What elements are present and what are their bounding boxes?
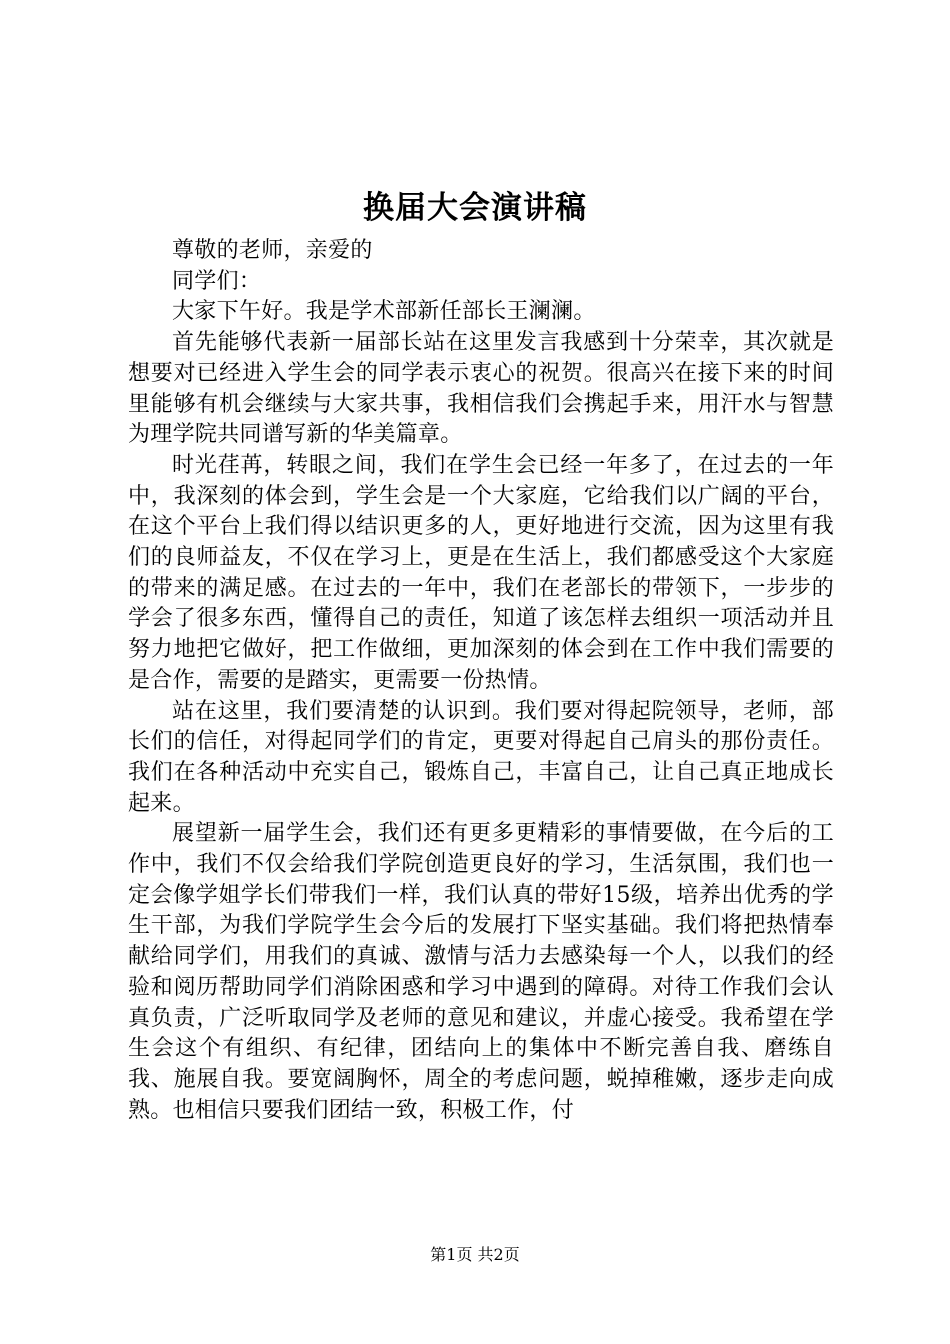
body-paragraph: 首先能够代表新一届部长站在这里发言我感到十分荣幸，其次就是想要对已经进入学生会的同学表示衷心的祝贺。很高兴在接下来的时间里能够有机会继续与大家共事，我相信我们会携起手来，用汗水与智慧为理学院共同谱写新的华美篇章。 [128,330,834,448]
document-body [128,236,834,1126]
body-paragraph: 展望新一届学生会，我们还有更多更精彩的事情要做，在今后的工作中，我们不仅会给我们学院创造更良好的学习，生活氛围，我们也一定会像学姐学长们带我们一样，我们认真的带好15级，培养出优秀的学生干部，为我们学院学生会今后的发展打下坚实基础。我们将把热情奉献给同学们，用我们的真诚、激情与活力去感染每一个人，以我们的经验和阅历帮助同学们消除困惑和学习中遇到的障碍。对待工作我们会认真负责，广泛听取同学及老师的意见和建议，并虚心接受。我希望在学生会这个有组织、有纪律，团结向上的集体中不断完善自我、磨练自我、施展自我。要宽阔胸怀，周全的考虑问题，蜕掉稚嫩，逐步走向成熟。也相信只要我们团结一致，积极工作，付 [128,821,834,1123]
greeting-paragraph: 大家下午好。我是学术部新任部长王澜澜。 [172,299,596,325]
document-title: 换届大会演讲稿 [363,190,587,226]
body-paragraph: 时光荏苒，转眼之间，我们在学生会已经一年多了，在过去的一年中，我深刻的体会到，学生会是一个大家庭，它给我们以广阔的平台，在这个平台上我们得以结识更多的人，更好地进行交流，因为这里有我们的良师益友，不仅在学习上，更是在生活上，我们都感受这个大家庭的带来的满足感。在过去的一年中，我们在老部长的带领下，一步步的学会了很多东西，懂得自己的责任，知道了该怎样去组织一项活动并且努力地把它做好，把工作做细，更加深刻的体会到在工作中我们需要的是合作，需要的是踏实，更需要一份热情。 [128,452,834,693]
page-footer: 第1页 共2页 [430,1245,520,1264]
salutation-line-1: 尊敬的老师，亲爱的 [172,238,373,263]
body-paragraph: 站在这里，我们要清楚的认识到。我们要对得起院领导，老师，部长们的信任，对得起同学们的肯定，更要对得起自己肩头的那份责任。我们在各种活动中充实自己，锻炼自己，丰富自己，让自己真正地成长起来。 [128,698,834,816]
salutation-line-2: 同学们： [172,268,262,294]
